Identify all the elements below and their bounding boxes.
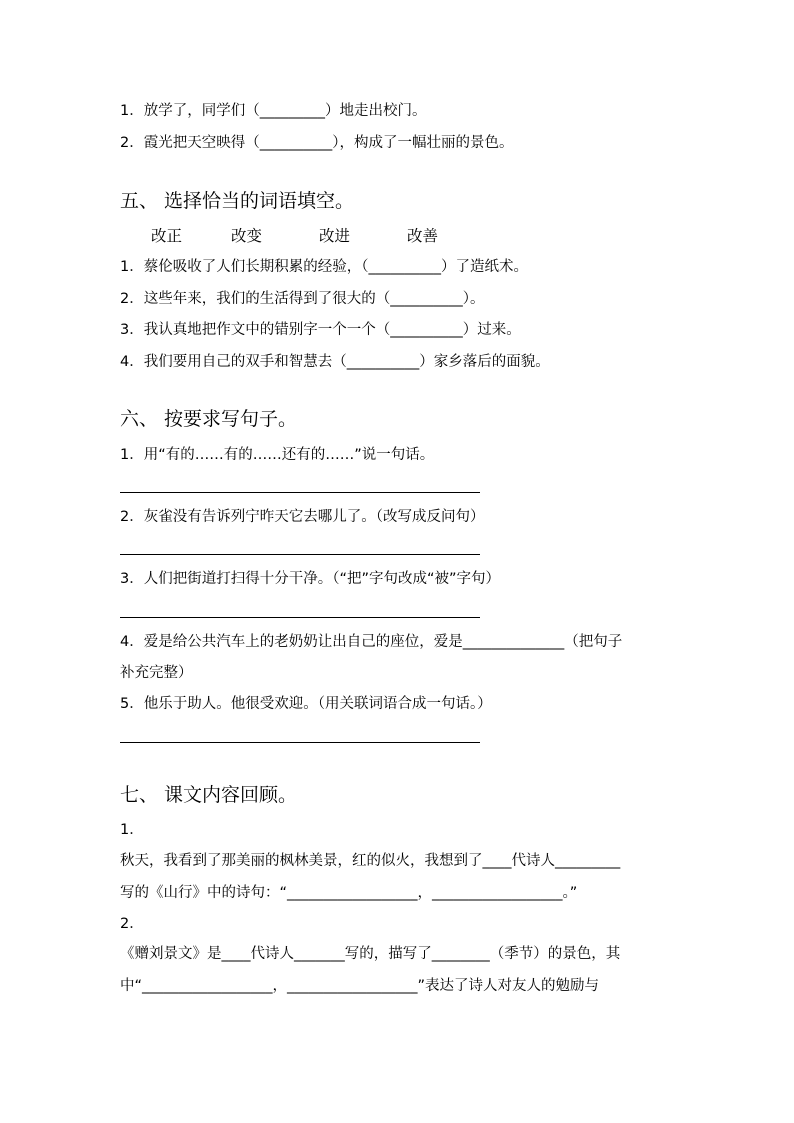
question-line: 1．放学了，同学们（_________）地走出校门。 — [120, 103, 427, 119]
word-option: 改进 — [319, 227, 351, 245]
word-option: 改善 — [407, 227, 439, 245]
question-line: 3．我认真地把作文中的错别字一个一个（__________）过来。 — [120, 322, 521, 338]
question-line: 1．用“有的……有的……还有的……”说一句话。 — [120, 447, 435, 463]
question-line: 2．霞光把天空映得（__________），构成了一幅壮丽的景色。 — [120, 135, 514, 151]
answer-line — [120, 617, 480, 618]
question-line: 1．蔡伦吸收了人们长期积累的经验，（__________）了造纸术。 — [120, 259, 528, 275]
question-line: 4．爱是给公共汽车上的老奶奶让出自己的座位，爱是______________（把句子 — [120, 634, 623, 650]
question-line: 3．人们把街道打扫得十分干净。（“把”字句改成“被”字句） — [120, 571, 501, 587]
question-number: 1． — [120, 822, 144, 838]
question-line: 2．这些年来，我们的生活得到了很大的（__________）。 — [120, 291, 485, 307]
section-heading: 六、 按要求写句子。 — [120, 408, 298, 430]
section-heading: 五、 选择恰当的词语填空。 — [120, 190, 355, 212]
question-line-continued: 补充完整） — [120, 665, 193, 681]
answer-line — [120, 742, 480, 743]
question-line: 《赠刘景文》是____代诗人_______写的，描写了________（季节）的景色，其 — [120, 946, 621, 962]
question-line: 4．我们要用自己的双手和智慧去（__________）家乡落后的面貌。 — [120, 354, 550, 370]
word-option: 改正 — [151, 227, 183, 245]
answer-line — [120, 554, 480, 555]
question-number: 2． — [120, 916, 144, 932]
word-option: 改变 — [231, 227, 263, 245]
question-line-continued: 中“__________________，__________________”表达了诗人对友人的勉励与 — [120, 978, 600, 994]
question-line: 2．灰雀没有告诉列宁昨天它去哪儿了。（改写成反问句） — [120, 509, 485, 525]
section-heading: 七、 课文内容回顾。 — [120, 784, 298, 806]
answer-line — [120, 492, 480, 493]
question-line: 5．他乐于助人。他很受欢迎。（用关联词语合成一句话。） — [120, 696, 492, 712]
question-line: 秋天，我看到了那美丽的枫林美景，红的似火，我想到了____代诗人_________ — [120, 853, 621, 869]
question-line-continued: 写的《山行》中的诗句：“__________________，__________________。” — [120, 885, 578, 901]
